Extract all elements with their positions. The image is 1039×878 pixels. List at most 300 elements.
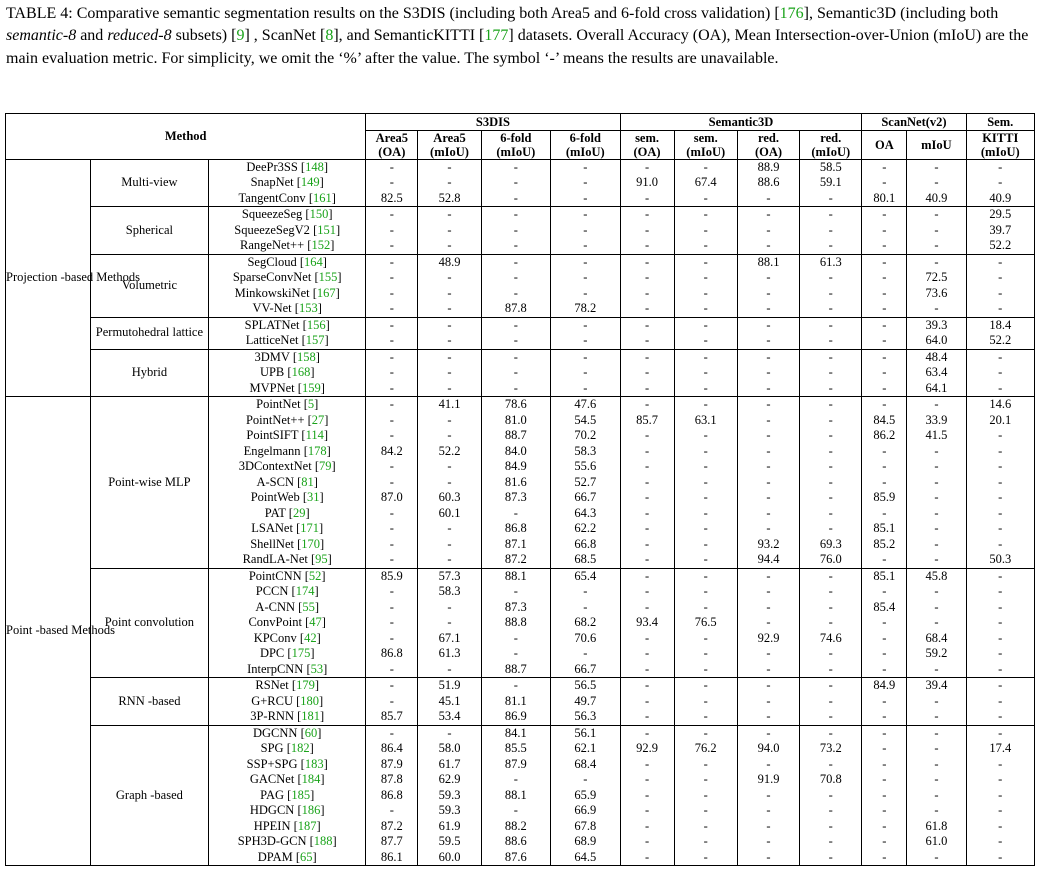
value-cell: - [737,521,799,537]
value-cell: - [551,600,620,616]
value-cell: - [907,772,966,788]
value-cell: - [620,159,674,175]
value-cell: - [551,159,620,175]
method-name-cell: DPC [175] [209,646,366,662]
table-row [6,678,1035,694]
value-cell: - [862,662,907,678]
value-cell: - [737,757,799,773]
value-cell: 70.6 [551,631,620,647]
value-cell: 88.2 [481,819,550,835]
value-cell: - [366,381,418,397]
value-cell: - [551,646,620,662]
citation-link[interactable]: 60 [304,725,318,740]
value-cell: - [862,159,907,175]
category-cell: Projection -based Methods [6,159,91,397]
citation-link[interactable]: 156 [306,317,326,332]
method-header: Method [6,114,366,160]
value-cell: - [862,506,907,522]
value-cell: 86.9 [481,709,550,725]
caption-italic: semantic-8 [6,27,77,45]
method-name: KPConv [253,630,297,645]
method-name: SPLATNet [244,317,300,332]
method-name: 3P-RNN [250,709,294,723]
value-cell: - [674,772,737,788]
method-name: A-SCN [256,474,294,489]
value-cell: - [620,397,674,413]
citation-link[interactable]: 29 [292,505,306,520]
value-cell: 81.0 [481,413,550,429]
value-cell: 87.1 [481,537,550,553]
value-cell: 88.6 [481,834,550,850]
value-cell: 87.2 [366,819,418,835]
method-name: RandLA-Net [242,552,308,566]
value-cell: - [366,207,418,223]
value-cell: - [674,506,737,522]
value-cell: 66.9 [551,803,620,819]
value-cell: - [800,286,862,302]
citation-link[interactable]: 52 [308,568,322,583]
method-name-cell: SPH3D-GCN [188] [209,834,366,850]
value-cell: - [737,678,799,694]
citation-link[interactable]: 161 [312,190,332,205]
value-cell: - [998,459,1003,473]
caption-text: ] , ScanNet [ [244,27,326,45]
value-cell: - [800,662,862,678]
value-cell: - [418,600,481,616]
value-cell: - [998,443,1003,458]
value-cell: 63.1 [674,413,737,429]
citation-link[interactable]: 182 [290,741,310,755]
citation-link[interactable]: 181 [301,709,321,723]
value-cell: - [674,788,737,804]
value-cell: - [737,803,799,819]
value-cell: - [418,175,481,191]
value-cell: 87.6 [481,850,550,866]
value-cell: - [551,365,620,381]
value-cell: - [620,223,674,239]
col-header-scannet-oa: OA [862,130,907,159]
value-cell: - [366,600,418,616]
value-cell: 45.1 [418,694,481,710]
method-name: SPG [260,741,284,755]
value-cell: - [418,521,481,537]
value-cell: 76.2 [674,741,737,757]
value-cell: - [737,413,799,429]
value-cell: - [862,333,907,349]
citation-link[interactable]: 159 [301,380,321,395]
value-cell: - [674,709,737,725]
value-cell: - [998,428,1003,442]
citation-link[interactable]: 187 [297,818,317,833]
value-cell: 85.2 [862,537,907,553]
value-cell: - [907,444,966,460]
method-name-cell: SPLATNet [156] [209,317,366,333]
method-name: 3DContextNet [238,459,312,473]
value-cell: 86.8 [366,788,418,804]
value-cell: 87.9 [366,757,418,773]
value-cell: 52.2 [418,444,481,460]
citation-link[interactable]: 170 [301,536,321,551]
citation-link[interactable]: 183 [304,756,324,771]
value-cell: - [366,286,418,302]
method-name: ShellNet [250,536,294,551]
table-caption [6,3,1034,70]
value-cell: - [366,254,418,270]
value-cell: - [551,223,620,239]
value-cell: - [737,850,799,866]
value-cell: - [481,631,550,647]
value-cell: - [620,490,674,506]
citation-link[interactable]: 149 [300,175,320,189]
value-cell: - [620,819,674,835]
citation-link[interactable]: 152 [311,238,331,252]
value-cell: - [998,834,1003,848]
method-name: ConvPoint [248,615,302,629]
method-name-cell: ShellNet [170] [209,537,366,553]
value-cell: - [998,365,1003,379]
value-cell: - [998,787,1003,802]
value-cell: - [737,444,799,460]
value-cell: 60.1 [418,506,481,522]
value-cell: 85.4 [862,600,907,616]
value-cell: 40.9 [907,191,966,207]
subcategory-cell: Graph -based [90,725,208,866]
method-name-cell: A-SCN [81] [209,475,366,491]
value-cell: - [862,207,907,223]
value-cell: - [862,757,907,773]
value-cell: - [366,238,418,254]
value-cell: - [907,175,966,191]
value-cell: - [966,254,1034,270]
value-cell: - [737,428,799,444]
value-cell: 60.0 [418,850,481,866]
method-name-cell: PAG [185] [209,788,366,804]
table-row [6,207,1035,223]
value-cell: - [998,849,1003,864]
value-cell: - [998,709,1003,723]
group-header-scannet: ScanNet(v2) [862,114,966,131]
method-name: DeePr3SS [246,159,298,174]
citation-link[interactable]: 150 [309,207,329,221]
value-cell: - [674,191,737,207]
value-cell: 86.8 [366,646,418,662]
value-cell: - [674,286,737,302]
table-row [6,349,1035,365]
value-cell: 85.1 [862,568,907,584]
value-cell: - [674,270,737,286]
value-cell: - [620,317,674,333]
value-cell: - [862,397,907,413]
citation-link[interactable]: 158 [297,349,316,364]
value-cell: 85.5 [481,741,550,757]
value-cell: 52.2 [989,333,1012,347]
value-cell: - [800,444,862,460]
value-cell: - [800,270,862,286]
method-name-cell: PointCNN [52] [209,568,366,584]
value-cell: 91.0 [620,175,674,191]
value-cell: - [737,584,799,600]
value-cell: - [551,584,620,600]
value-cell: 68.2 [551,615,620,631]
value-cell: - [800,788,862,804]
citation-link[interactable]: 155 [318,270,338,284]
method-name-cell: GACNet [184] [209,772,366,788]
value-cell: - [366,223,418,239]
value-cell: - [620,584,674,600]
value-cell: 86.4 [366,741,418,757]
caption-text: ] datasets. Overall Accuracy (OA), Mean Intersection-over-Union (mIoU) are the main evaluation metric. For simplicity, we omit the ‘%’ after the value. The symbol ‘-’ means the results are unavailable. [6,27,1029,67]
value-cell: - [998,599,1003,614]
col-header-red-miou: red. (mIoU) [800,130,862,159]
citation-link[interactable]: 148 [305,159,324,174]
value-cell: 87.3 [481,490,550,506]
value-cell: - [620,694,674,710]
citation-link[interactable]: 55 [302,599,315,614]
value-cell: 61.0 [907,834,966,850]
method-name-cell: PointSIFT [114] [209,428,366,444]
method-name-cell: RSNet [179] [209,678,366,694]
citation-link[interactable]: 31 [307,490,320,504]
value-cell: - [907,397,966,413]
value-cell: - [418,317,481,333]
citation-link[interactable]: 167 [316,285,336,300]
value-cell: - [737,600,799,616]
value-cell: 66.8 [551,537,620,553]
caption-text: and [76,27,108,45]
value-cell: - [800,333,862,349]
value-cell: - [674,662,737,678]
value-cell: - [674,317,737,333]
value-cell: - [674,584,737,600]
value-cell: - [366,159,418,175]
value-cell: - [907,490,966,506]
value-cell: - [620,301,674,317]
citation-link[interactable]: 168 [291,365,311,379]
citation-link[interactable]: 174 [295,584,315,598]
method-name-cell: A-CNN [55] [209,600,366,616]
col-header-sem-miou: sem. (mIoU) [674,130,737,159]
value-cell: - [674,757,737,773]
value-cell: 87.0 [366,490,418,506]
value-cell: - [966,349,1034,365]
citation-link[interactable]: 151 [317,222,336,237]
value-cell: 67.4 [674,175,737,191]
value-cell: 78.6 [481,397,550,413]
value-cell: 45.8 [907,568,966,584]
value-cell: - [800,568,862,584]
value-cell: - [737,381,799,397]
value-cell: 85.9 [862,490,907,506]
value-cell: - [737,709,799,725]
citation-link[interactable]: 42 [304,630,317,645]
table-row [6,159,1035,175]
value-cell: - [800,678,862,694]
value-cell: - [418,270,481,286]
value-cell: - [674,475,737,491]
value-cell: - [998,584,1003,598]
value-cell: - [418,475,481,491]
citation-link[interactable]: 27 [311,412,325,427]
method-name: PAT [264,505,286,520]
value-cell: - [998,490,1003,504]
value-cell: - [551,191,620,207]
method-name-cell: MinkowskiNet [167] [209,286,366,302]
value-cell: - [418,537,481,553]
citation-link[interactable]: 53 [310,661,324,676]
value-cell: 55.6 [551,459,620,475]
value-cell: 85.7 [620,413,674,429]
value-cell: 92.9 [620,741,674,757]
value-cell: - [907,788,966,804]
caption-ref[interactable]: 176 [779,5,804,22]
value-cell: - [551,772,620,788]
value-cell: - [551,381,620,397]
value-cell: 84.1 [481,725,550,741]
value-cell: 59.5 [418,834,481,850]
method-name-cell: SqueezeSegV2 [151] [209,223,366,239]
citation-link[interactable]: 95 [315,552,328,566]
subcategory-cell: Volumetric [90,254,208,317]
table-row [6,397,1035,413]
value-cell: - [862,254,907,270]
value-cell: - [674,301,737,317]
value-cell: - [366,537,418,553]
method-name-cell: SqueezeSeg [150] [209,207,366,223]
value-cell: - [674,349,737,365]
citation-link[interactable]: 184 [301,772,321,786]
method-name-cell: MVPNet [159] [209,381,366,397]
value-cell: 91.9 [737,772,799,788]
value-cell: - [674,254,737,270]
method-name: LSANet [251,521,293,535]
value-cell: - [620,444,674,460]
value-cell: - [998,536,1003,551]
caption-ref[interactable]: 177 [484,27,509,45]
citation-link[interactable]: 178 [307,443,327,458]
value-cell: - [998,772,1003,786]
value-cell: - [737,238,799,254]
caption-ref[interactable]: 8 [325,27,334,45]
value-cell: - [418,223,481,239]
citation-link[interactable]: 47 [309,615,322,629]
value-cell: - [674,428,737,444]
value-cell: - [674,238,737,254]
citation-link[interactable]: 185 [291,787,311,802]
value-cell: 69.3 [800,537,862,553]
value-cell: - [800,301,862,317]
value-cell: - [418,333,481,349]
value-cell: 59.1 [800,175,862,191]
value-cell: - [620,757,674,773]
subcategory-cell: Point convolution [90,568,208,678]
value-cell: - [998,505,1003,520]
value-cell: - [481,381,550,397]
value-cell: - [800,349,862,365]
value-cell: - [620,678,674,694]
value-cell: - [620,506,674,522]
value-cell: - [800,397,862,413]
method-name: DPC [259,646,285,660]
value-cell: - [674,365,737,381]
value-cell: 94.4 [737,552,799,568]
value-cell: 86.1 [366,850,418,866]
value-cell: - [862,286,907,302]
value-cell: - [366,631,418,647]
col-header-area5-oa: Area5 (OA) [366,130,418,159]
value-cell: 67.8 [551,819,620,835]
value-cell: - [674,819,737,835]
method-name-cell: PointWeb [31] [209,490,366,506]
value-cell: 54.5 [551,413,620,429]
value-cell: - [800,584,862,600]
value-cell: - [800,413,862,429]
value-cell: - [620,552,674,568]
value-cell: - [620,521,674,537]
value-cell: - [998,270,1003,284]
value-cell: - [907,709,966,725]
value-cell: - [907,757,966,773]
citation-link[interactable]: 186 [301,803,321,817]
citation-link[interactable]: 79 [318,459,332,473]
method-name-cell: UPB [168] [209,365,366,381]
results-table [5,113,1035,866]
value-cell: - [907,694,966,710]
value-cell: - [737,694,799,710]
citation-link[interactable]: 179 [296,678,315,692]
col-header-kitti: KITTI (mIoU) [966,130,1034,159]
value-cell: 88.1 [481,788,550,804]
value-cell: - [674,521,737,537]
value-cell: - [620,850,674,866]
citation-link[interactable]: 180 [300,693,320,708]
value-cell: - [366,615,418,631]
value-cell: - [800,475,862,491]
subcategory-cell: RNN -based [90,678,208,726]
method-name: SparseConvNet [232,270,312,284]
value-cell: - [674,381,737,397]
citation-link[interactable]: 171 [300,521,319,535]
citation-link[interactable]: 5 [307,397,315,411]
citation-link[interactable]: 114 [305,428,324,442]
method-name: RSNet [255,678,289,692]
citation-link[interactable]: 153 [298,301,318,315]
value-cell: - [481,254,550,270]
value-cell: 39.4 [907,678,966,694]
value-cell: - [366,333,418,349]
citation-link[interactable]: 81 [301,474,314,489]
value-cell: 93.2 [737,537,799,553]
value-cell: - [418,662,481,678]
value-cell: - [481,506,550,522]
method-name-cell: InterpCNN [53] [209,662,366,678]
citation-link[interactable]: 65 [300,849,313,864]
value-cell: - [737,223,799,239]
citation-link[interactable]: 188 [313,834,333,848]
caption-ref[interactable]: 9 [236,27,245,45]
citation-link[interactable]: 157 [305,333,325,347]
citation-link[interactable]: 164 [304,254,323,269]
method-name-cell: VV-Net [153] [209,301,366,317]
citation-link[interactable]: 175 [291,646,311,660]
value-cell: 64.3 [551,506,620,522]
value-cell: - [737,365,799,381]
value-cell: 49.7 [551,694,620,710]
method-name: VV-Net [252,301,292,315]
value-cell: - [366,365,418,381]
value-cell: - [620,428,674,444]
method-name: HPEIN [253,818,291,833]
value-cell: 66.7 [551,662,620,678]
